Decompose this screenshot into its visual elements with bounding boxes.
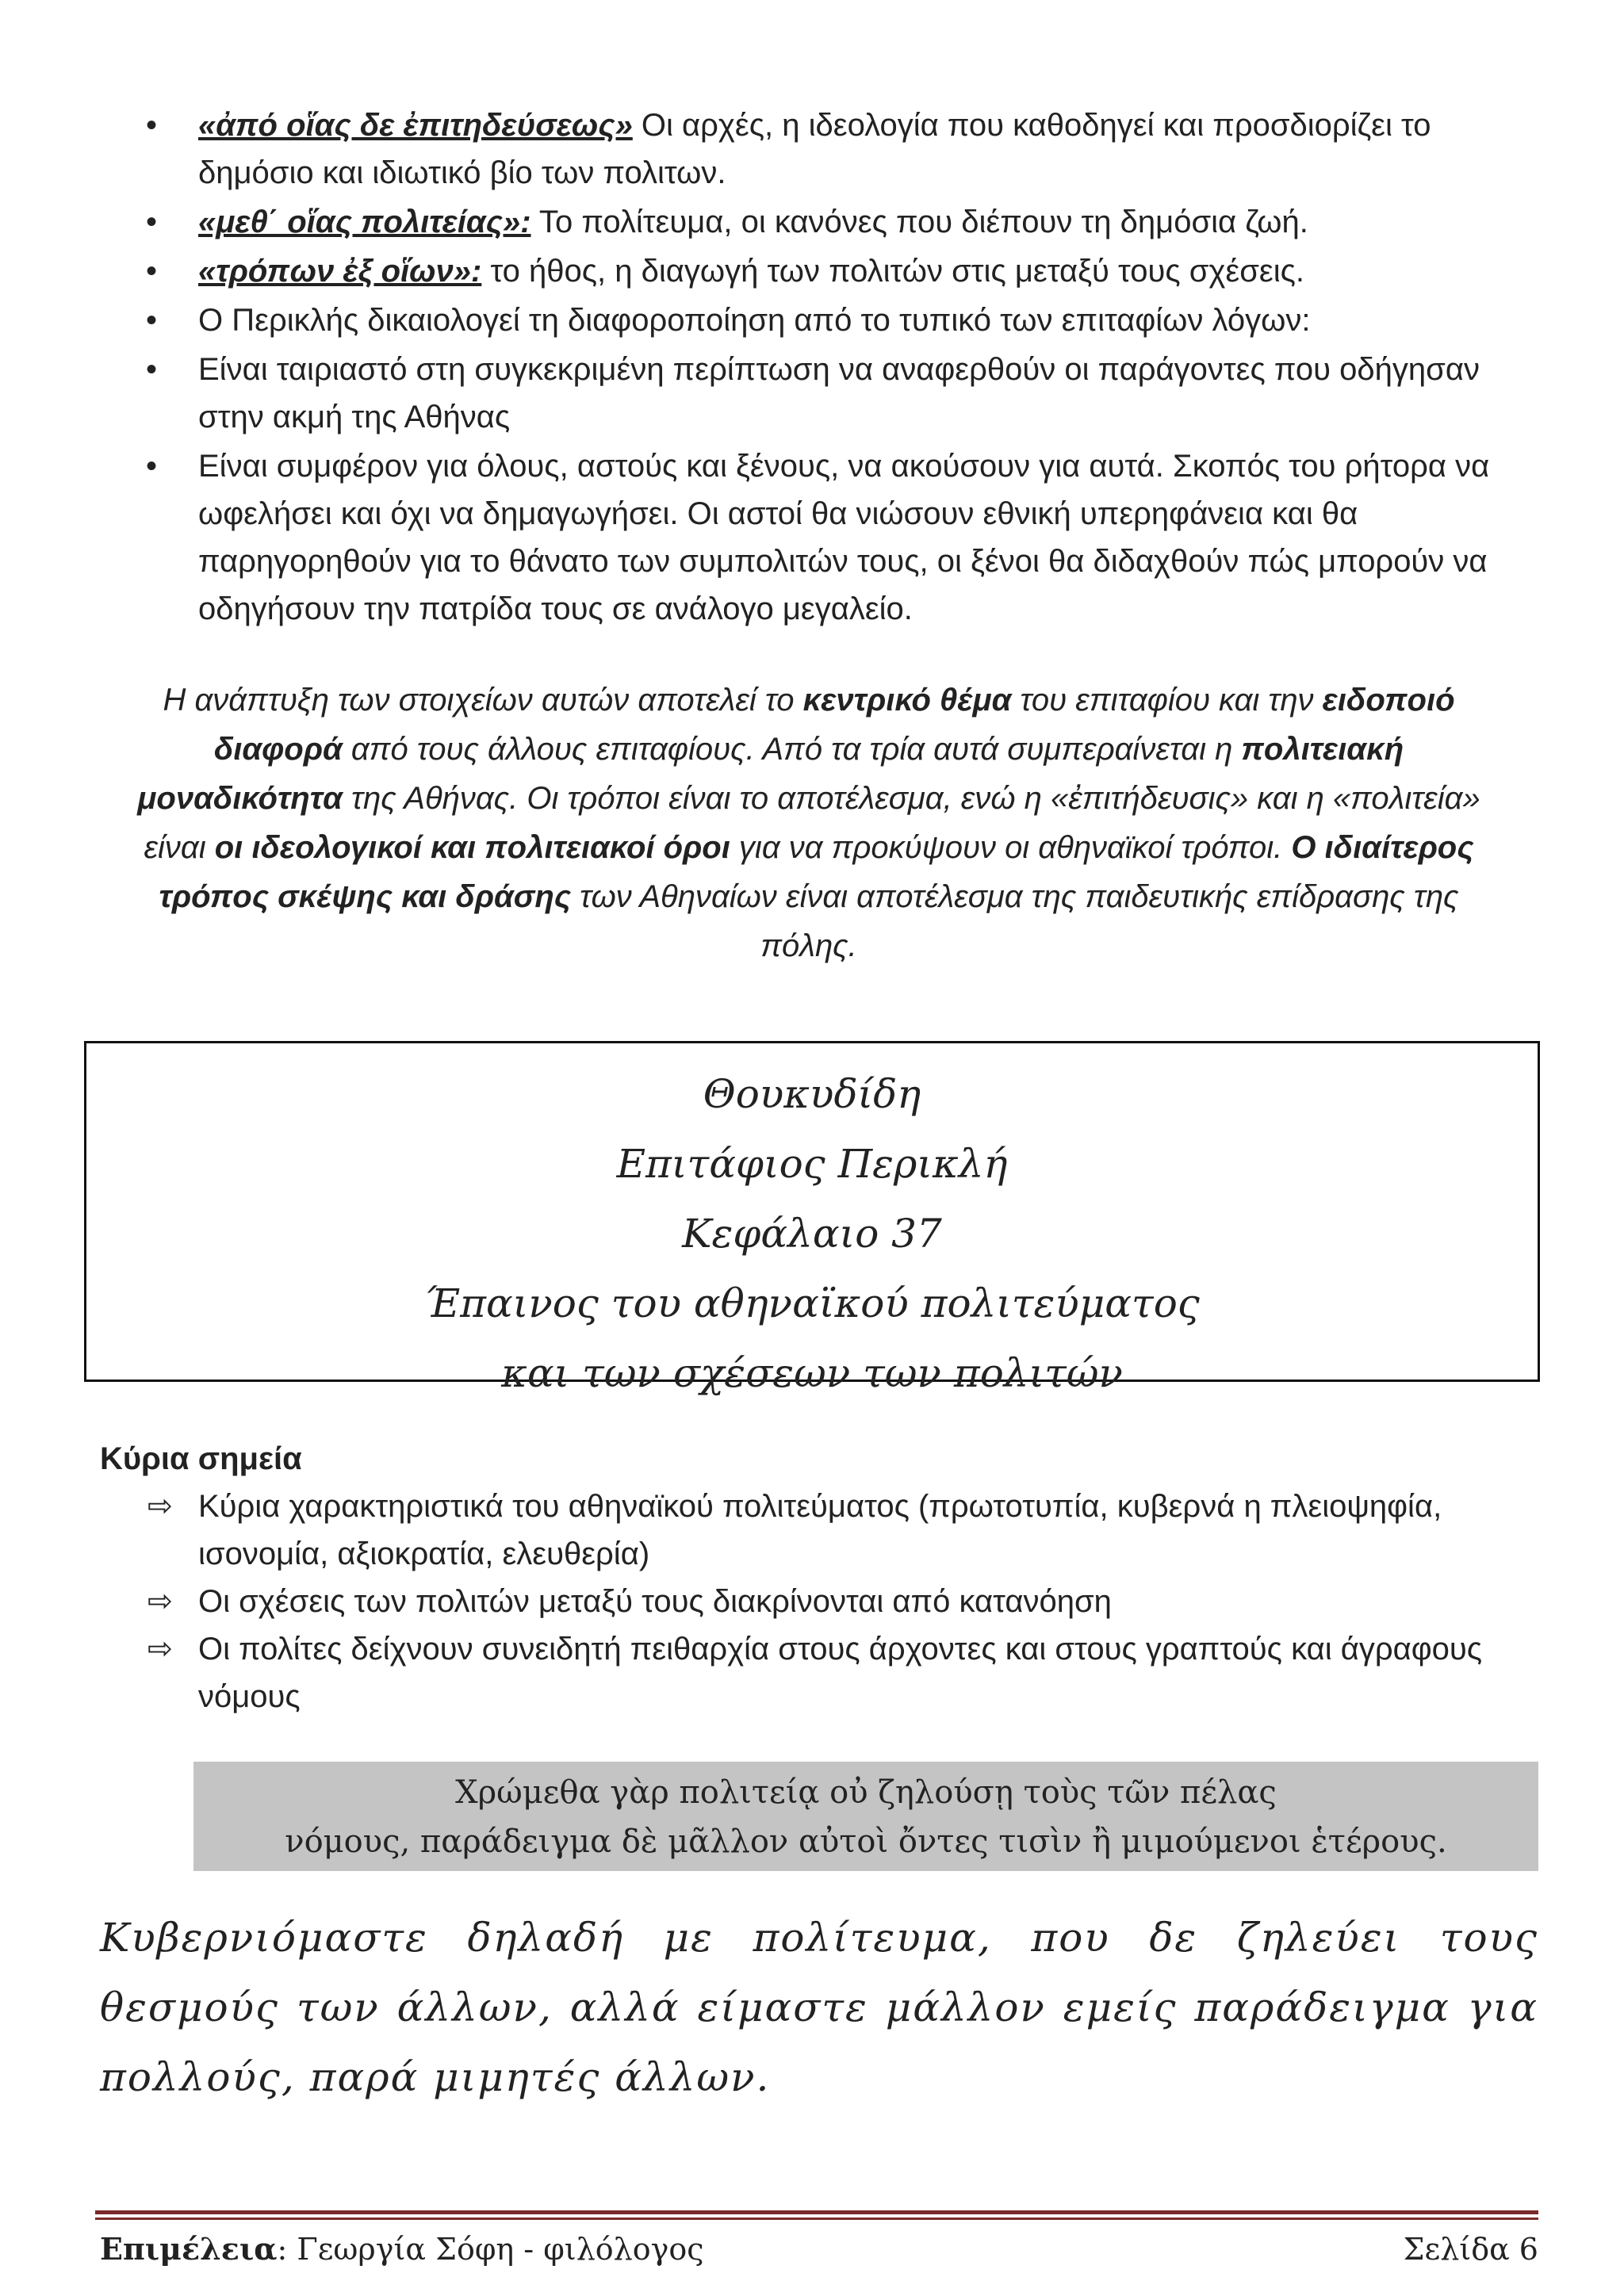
list-item bbox=[143, 101, 1507, 197]
footer-rule bbox=[95, 2218, 1538, 2220]
list-item bbox=[143, 1483, 1507, 1578]
term: «τρόπων ἐξ οἵων»: bbox=[198, 254, 482, 289]
ancient-text-quote bbox=[193, 1762, 1538, 1871]
quote-line: νόμους, παράδειγμα δὲ μᾶλλον αὐτοὶ ὄντες τισὶν ἢ μιμούμενοι ἑτέρους. bbox=[285, 1823, 1447, 1860]
term: «μεθ΄ οἵας πολιτείας»: bbox=[198, 205, 531, 239]
translation-text: Κυβερνιόμαστε δηλαδή με πολίτευμα, που δε ζηλεύει τους θεσμούς των άλλων, αλλά είμαστε μάλλον εμείς παράδειγμα για πολλούς, παρά μιμητές άλλων. bbox=[100, 1915, 1538, 2100]
list-item bbox=[143, 297, 1507, 344]
summary-paragraph bbox=[119, 675, 1499, 970]
arrow-right-icon: ⇨ bbox=[147, 1585, 173, 1618]
title-line: Έπαινος του αθηναϊκού πολιτεύματος bbox=[424, 1280, 1200, 1326]
summary-emphasis: οι ιδεολογικοί και πολιτειακοί όροι bbox=[214, 830, 730, 865]
key-points-heading: Κύρια σημεία bbox=[100, 1441, 302, 1476]
item-text: Οι πολίτες δείχνουν συνειδητή πειθαρχία στους άρχοντες και στους γραπτούς και άγραφους νόμους bbox=[198, 1632, 1483, 1714]
chapter-title-box bbox=[84, 1041, 1540, 1396]
summary-text: Η ανάπτυξη των στοιχείων αυτών αποτελεί το bbox=[163, 683, 803, 718]
footer-author-name: : Γεωργία Σόφη - φιλόλογος bbox=[277, 2232, 704, 2267]
item-text: Ο Περικλής δικαιολογεί τη διαφοροποίηση από το τυπικό των επιταφίων λόγων: bbox=[198, 303, 1311, 338]
list-item bbox=[143, 346, 1507, 441]
summary-text: των Αθηναίων είναι αποτέλεσμα της παιδευτικής επίδρασης της πόλης. bbox=[571, 879, 1459, 963]
quote-line: Χρώμεθα γὰρ πολιτείᾳ οὐ ζηλούσῃ τοὺς τῶν πέλας bbox=[455, 1774, 1277, 1811]
item-text: Είναι ταιριαστό στη συγκεκριμένη περίπτωση να αναφερθούν οι παράγοντες που οδήγησαν στην ακμή της Αθήνας bbox=[198, 352, 1480, 434]
list-item bbox=[143, 442, 1507, 633]
summary-emphasis: πολιτειακή μοναδικότητα bbox=[137, 732, 1404, 816]
item-text: Οι σχέσεις των πολιτών μεταξύ τους διακρίνονται από κατανόηση bbox=[198, 1584, 1112, 1619]
bullet-list bbox=[143, 101, 1507, 634]
title-line: Επιτάφιος Περικλή bbox=[616, 1141, 1008, 1187]
footer-label: Επιμέλεια bbox=[100, 2231, 278, 2267]
arrow-right-icon: ⇨ bbox=[147, 1490, 173, 1523]
title-line: Θουκυδίδη bbox=[703, 1071, 921, 1117]
summary-emphasis: ειδοποιό διαφορά bbox=[213, 683, 1455, 767]
summary-text: από τους άλλους επιταφίους. Από τα τρία αυτά συμπεραίνεται η bbox=[342, 732, 1242, 767]
term: «ἀπό οἵας δε ἐπιτηδεύσεως» bbox=[198, 108, 633, 143]
list-item bbox=[143, 198, 1507, 246]
summary-emphasis: κεντρικό θέμα bbox=[802, 683, 1012, 718]
footer-author bbox=[100, 2229, 704, 2269]
key-points-list bbox=[143, 1483, 1507, 1720]
item-text: Κύρια χαρακτηριστικά του αθηναϊκού πολιτεύματος (πρωτοτυπία, κυβερνά η πλειοψηφία, ισονομία, αξιοκρατία, ελευθερία) bbox=[198, 1489, 1442, 1571]
list-item bbox=[143, 247, 1507, 295]
summary-text: του επιταφίου και την bbox=[1011, 683, 1323, 718]
summary-text: για να προκύψουν οι αθηναϊκοί τρόποι. bbox=[730, 830, 1292, 865]
summary-emphasis: Ο ιδιαίτερος τρόπος σκέψης και δράσης bbox=[159, 830, 1474, 914]
footer-rule bbox=[95, 2210, 1538, 2214]
page-number: Σελίδα 6 bbox=[1403, 2232, 1538, 2267]
title-line: Κεφάλαιο 37 bbox=[682, 1211, 942, 1257]
item-text: Είναι συμφέρον για όλους, αστούς και ξένους, να ακούσουν για αυτά. Σκοπός του ρήτορα να ωφελήσει και όχι να δημαγωγήσει. Οι αστοί θα νιώσουν εθνική υπερηφάνεια και θα παρηγορηθούν για το θάνατο των συμπολιτών τους, οι ξένοι θα διδαχθούν πώς μπορούν να οδηγήσουν την πατρίδα τους σε ανάλογο μεγαλείο. bbox=[198, 449, 1490, 626]
list-item bbox=[143, 1578, 1507, 1625]
summary-text: της Αθήνας. Οι τρόποι είναι το αποτέλεσμα, ενώ η «ἐπιτήδευσις» και η «πολιτεία» είναι bbox=[144, 781, 1480, 865]
item-text: Οι αρχές, η ιδεολογία που καθοδηγεί και προσδιορίζει το δημόσιο και ιδιωτικό βίο των πολιτων. bbox=[198, 108, 1431, 190]
title-line: και των σχέσεων των πολιτών bbox=[501, 1350, 1123, 1396]
list-item bbox=[143, 1625, 1507, 1720]
arrow-right-icon: ⇨ bbox=[147, 1632, 173, 1666]
item-text: το ήθος, η διαγωγή των πολιτών στις μεταξύ τους σχέσεις. bbox=[481, 254, 1305, 289]
item-text: Το πολίτευμα, οι κανόνες που διέπουν τη δημόσια ζωή. bbox=[530, 205, 1308, 239]
